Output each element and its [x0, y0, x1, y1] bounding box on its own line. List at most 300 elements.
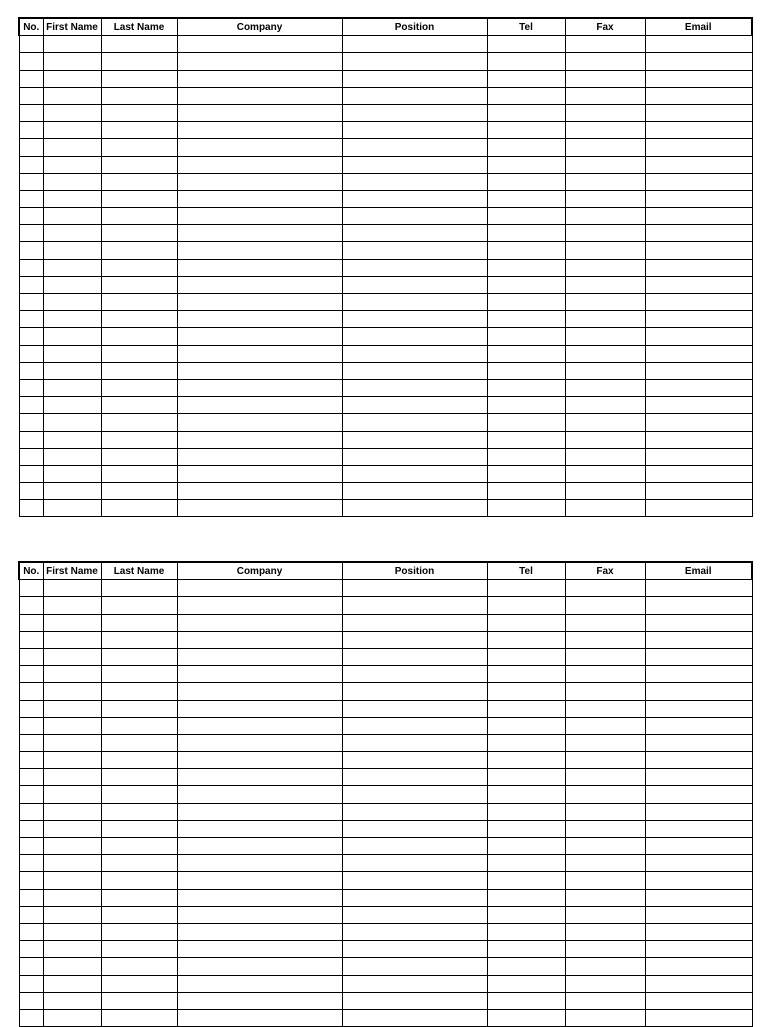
cell-company: [177, 208, 342, 225]
cell-tel: [487, 500, 565, 517]
cell-position: [342, 328, 487, 345]
cell-company: [177, 648, 342, 665]
cell-tel: [487, 276, 565, 293]
cell-tel: [487, 992, 565, 1009]
cell-no: [19, 752, 43, 769]
cell-tel: [487, 717, 565, 734]
cell-position: [342, 648, 487, 665]
cell-company: [177, 803, 342, 820]
column-header-tel: Tel: [487, 18, 565, 36]
cell-tel: [487, 70, 565, 87]
cell-position: [342, 734, 487, 751]
cell-position: [342, 53, 487, 70]
cell-last-name: [101, 500, 177, 517]
cell-first-name: [43, 208, 101, 225]
cell-no: [19, 769, 43, 786]
cell-company: [177, 700, 342, 717]
cell-position: [342, 803, 487, 820]
cell-email: [645, 666, 752, 683]
cell-first-name: [43, 53, 101, 70]
cell-first-name: [43, 414, 101, 431]
cell-tel: [487, 683, 565, 700]
column-header-no: No.: [19, 562, 43, 580]
cell-no: [19, 992, 43, 1009]
cell-no: [19, 648, 43, 665]
cell-last-name: [101, 580, 177, 597]
cell-fax: [565, 855, 645, 872]
cell-first-name: [43, 379, 101, 396]
cell-position: [342, 276, 487, 293]
cell-email: [645, 431, 752, 448]
cell-no: [19, 855, 43, 872]
cell-first-name: [43, 631, 101, 648]
cell-first-name: [43, 855, 101, 872]
cell-position: [342, 294, 487, 311]
table-row: [19, 190, 752, 207]
cell-company: [177, 597, 342, 614]
table-body: [19, 36, 752, 517]
cell-email: [645, 614, 752, 631]
cell-no: [19, 923, 43, 940]
cell-last-name: [101, 803, 177, 820]
cell-company: [177, 259, 342, 276]
cell-no: [19, 156, 43, 173]
cell-no: [19, 580, 43, 597]
cell-company: [177, 465, 342, 482]
cell-email: [645, 889, 752, 906]
cell-email: [645, 717, 752, 734]
cell-last-name: [101, 70, 177, 87]
cell-last-name: [101, 820, 177, 837]
cell-no: [19, 53, 43, 70]
cell-first-name: [43, 259, 101, 276]
cell-fax: [565, 328, 645, 345]
cell-tel: [487, 820, 565, 837]
cell-tel: [487, 294, 565, 311]
cell-no: [19, 104, 43, 121]
cell-email: [645, 465, 752, 482]
cell-fax: [565, 803, 645, 820]
cell-tel: [487, 414, 565, 431]
cell-first-name: [43, 820, 101, 837]
cell-no: [19, 379, 43, 396]
cell-email: [645, 190, 752, 207]
table-row: [19, 700, 752, 717]
cell-first-name: [43, 683, 101, 700]
cell-first-name: [43, 803, 101, 820]
cell-first-name: [43, 173, 101, 190]
cell-company: [177, 855, 342, 872]
cell-no: [19, 803, 43, 820]
cell-last-name: [101, 53, 177, 70]
cell-fax: [565, 190, 645, 207]
cell-company: [177, 87, 342, 104]
cell-first-name: [43, 717, 101, 734]
cell-last-name: [101, 734, 177, 751]
cell-company: [177, 36, 342, 53]
cell-company: [177, 70, 342, 87]
cell-first-name: [43, 889, 101, 906]
cell-fax: [565, 500, 645, 517]
cell-fax: [565, 683, 645, 700]
cell-email: [645, 500, 752, 517]
cell-last-name: [101, 345, 177, 362]
cell-fax: [565, 225, 645, 242]
cell-first-name: [43, 666, 101, 683]
cell-email: [645, 362, 752, 379]
table-row: [19, 906, 752, 923]
cell-last-name: [101, 173, 177, 190]
cell-fax: [565, 975, 645, 992]
cell-first-name: [43, 345, 101, 362]
cell-no: [19, 448, 43, 465]
table-row: [19, 500, 752, 517]
cell-email: [645, 70, 752, 87]
cell-no: [19, 631, 43, 648]
cell-position: [342, 345, 487, 362]
cell-email: [645, 975, 752, 992]
cell-email: [645, 631, 752, 648]
cell-last-name: [101, 700, 177, 717]
cell-email: [645, 53, 752, 70]
cell-fax: [565, 208, 645, 225]
cell-first-name: [43, 838, 101, 855]
cell-tel: [487, 328, 565, 345]
cell-no: [19, 431, 43, 448]
cell-last-name: [101, 242, 177, 259]
cell-tel: [487, 923, 565, 940]
cell-email: [645, 311, 752, 328]
column-header-fax: Fax: [565, 18, 645, 36]
table-row: [19, 87, 752, 104]
cell-tel: [487, 104, 565, 121]
cell-tel: [487, 208, 565, 225]
cell-first-name: [43, 975, 101, 992]
cell-email: [645, 786, 752, 803]
cell-first-name: [43, 225, 101, 242]
cell-position: [342, 717, 487, 734]
cell-tel: [487, 752, 565, 769]
cell-fax: [565, 580, 645, 597]
cell-fax: [565, 276, 645, 293]
cell-first-name: [43, 448, 101, 465]
cell-company: [177, 397, 342, 414]
table-row: [19, 328, 752, 345]
cell-first-name: [43, 397, 101, 414]
cell-fax: [565, 769, 645, 786]
cell-position: [342, 666, 487, 683]
cell-fax: [565, 397, 645, 414]
cell-company: [177, 156, 342, 173]
cell-tel: [487, 786, 565, 803]
cell-tel: [487, 311, 565, 328]
cell-no: [19, 328, 43, 345]
cell-fax: [565, 122, 645, 139]
cell-last-name: [101, 752, 177, 769]
cell-position: [342, 70, 487, 87]
table-row: [19, 156, 752, 173]
cell-email: [645, 483, 752, 500]
table-row: [19, 139, 752, 156]
cell-no: [19, 70, 43, 87]
cell-last-name: [101, 379, 177, 396]
cell-no: [19, 259, 43, 276]
cell-position: [342, 431, 487, 448]
cell-position: [342, 87, 487, 104]
cell-last-name: [101, 648, 177, 665]
column-header-fax: Fax: [565, 562, 645, 580]
column-header-last-name: Last Name: [101, 18, 177, 36]
cell-position: [342, 872, 487, 889]
cell-position: [342, 838, 487, 855]
cell-email: [645, 294, 752, 311]
cell-email: [645, 345, 752, 362]
cell-email: [645, 855, 752, 872]
cell-email: [645, 448, 752, 465]
cell-tel: [487, 597, 565, 614]
contact-table-2: [18, 561, 753, 1027]
cell-no: [19, 820, 43, 837]
cell-email: [645, 872, 752, 889]
cell-last-name: [101, 431, 177, 448]
table-row: [19, 225, 752, 242]
column-header-last-name: Last Name: [101, 562, 177, 580]
cell-fax: [565, 104, 645, 121]
cell-last-name: [101, 838, 177, 855]
cell-company: [177, 190, 342, 207]
cell-fax: [565, 872, 645, 889]
cell-first-name: [43, 614, 101, 631]
cell-company: [177, 941, 342, 958]
cell-first-name: [43, 36, 101, 53]
cell-no: [19, 717, 43, 734]
cell-company: [177, 923, 342, 940]
cell-first-name: [43, 156, 101, 173]
cell-position: [342, 889, 487, 906]
cell-last-name: [101, 465, 177, 482]
cell-last-name: [101, 36, 177, 53]
cell-position: [342, 259, 487, 276]
column-header-position: Position: [342, 562, 487, 580]
cell-email: [645, 958, 752, 975]
cell-tel: [487, 431, 565, 448]
cell-last-name: [101, 975, 177, 992]
table-row: [19, 838, 752, 855]
cell-company: [177, 294, 342, 311]
cell-last-name: [101, 139, 177, 156]
cell-email: [645, 648, 752, 665]
table-row: [19, 803, 752, 820]
table-row: [19, 397, 752, 414]
header-row: [19, 562, 752, 580]
table-row: [19, 975, 752, 992]
cell-fax: [565, 838, 645, 855]
cell-tel: [487, 906, 565, 923]
cell-no: [19, 36, 43, 53]
cell-no: [19, 838, 43, 855]
cell-email: [645, 597, 752, 614]
cell-last-name: [101, 872, 177, 889]
cell-tel: [487, 259, 565, 276]
cell-email: [645, 397, 752, 414]
cell-tel: [487, 53, 565, 70]
cell-email: [645, 700, 752, 717]
cell-no: [19, 483, 43, 500]
cell-email: [645, 208, 752, 225]
cell-first-name: [43, 190, 101, 207]
cell-fax: [565, 941, 645, 958]
cell-tel: [487, 379, 565, 396]
table-row: [19, 580, 752, 597]
cell-tel: [487, 838, 565, 855]
cell-position: [342, 173, 487, 190]
cell-no: [19, 975, 43, 992]
cell-no: [19, 190, 43, 207]
cell-tel: [487, 700, 565, 717]
cell-email: [645, 734, 752, 751]
cell-last-name: [101, 190, 177, 207]
cell-email: [645, 769, 752, 786]
column-header-first-name: First Name: [43, 562, 101, 580]
cell-tel: [487, 580, 565, 597]
cell-first-name: [43, 958, 101, 975]
cell-first-name: [43, 276, 101, 293]
cell-first-name: [43, 362, 101, 379]
cell-tel: [487, 139, 565, 156]
cell-tel: [487, 803, 565, 820]
cell-position: [342, 992, 487, 1009]
cell-email: [645, 276, 752, 293]
cell-first-name: [43, 70, 101, 87]
table-row: [19, 648, 752, 665]
cell-tel: [487, 855, 565, 872]
cell-no: [19, 122, 43, 139]
cell-no: [19, 87, 43, 104]
cell-first-name: [43, 294, 101, 311]
cell-position: [342, 923, 487, 940]
cell-email: [645, 156, 752, 173]
cell-first-name: [43, 786, 101, 803]
cell-no: [19, 362, 43, 379]
column-header-email: Email: [645, 18, 752, 36]
cell-company: [177, 786, 342, 803]
cell-last-name: [101, 104, 177, 121]
cell-fax: [565, 173, 645, 190]
cell-fax: [565, 820, 645, 837]
cell-position: [342, 906, 487, 923]
cell-tel: [487, 36, 565, 53]
column-header-company: Company: [177, 562, 342, 580]
cell-position: [342, 614, 487, 631]
cell-first-name: [43, 328, 101, 345]
cell-position: [342, 190, 487, 207]
cell-fax: [565, 294, 645, 311]
cell-no: [19, 614, 43, 631]
cell-company: [177, 328, 342, 345]
cell-position: [342, 122, 487, 139]
cell-no: [19, 311, 43, 328]
cell-company: [177, 345, 342, 362]
cell-no: [19, 225, 43, 242]
cell-fax: [565, 431, 645, 448]
cell-company: [177, 448, 342, 465]
cell-no: [19, 345, 43, 362]
cell-company: [177, 483, 342, 500]
cell-no: [19, 500, 43, 517]
cell-company: [177, 734, 342, 751]
cell-email: [645, 906, 752, 923]
cell-company: [177, 580, 342, 597]
cell-first-name: [43, 769, 101, 786]
cell-tel: [487, 362, 565, 379]
cell-last-name: [101, 769, 177, 786]
cell-company: [177, 173, 342, 190]
cell-fax: [565, 889, 645, 906]
cell-no: [19, 941, 43, 958]
cell-no: [19, 276, 43, 293]
cell-position: [342, 242, 487, 259]
cell-first-name: [43, 992, 101, 1009]
cell-first-name: [43, 87, 101, 104]
cell-company: [177, 122, 342, 139]
cell-tel: [487, 465, 565, 482]
cell-last-name: [101, 294, 177, 311]
cell-last-name: [101, 87, 177, 104]
cell-position: [342, 958, 487, 975]
table-row: [19, 923, 752, 940]
cell-first-name: [43, 500, 101, 517]
column-header-company: Company: [177, 18, 342, 36]
cell-last-name: [101, 855, 177, 872]
cell-position: [342, 397, 487, 414]
cell-first-name: [43, 483, 101, 500]
cell-company: [177, 820, 342, 837]
cell-first-name: [43, 465, 101, 482]
cell-position: [342, 975, 487, 992]
cell-tel: [487, 958, 565, 975]
cell-last-name: [101, 156, 177, 173]
cell-no: [19, 465, 43, 482]
table-row: [19, 362, 752, 379]
contact-table-1: [18, 17, 753, 517]
cell-last-name: [101, 614, 177, 631]
cell-fax: [565, 139, 645, 156]
cell-fax: [565, 700, 645, 717]
cell-no: [19, 173, 43, 190]
cell-no: [19, 242, 43, 259]
table-row: [19, 683, 752, 700]
cell-no: [19, 958, 43, 975]
cell-fax: [565, 36, 645, 53]
cell-company: [177, 414, 342, 431]
cell-no: [19, 294, 43, 311]
cell-last-name: [101, 906, 177, 923]
cell-tel: [487, 666, 565, 683]
cell-tel: [487, 122, 565, 139]
cell-tel: [487, 242, 565, 259]
cell-position: [342, 414, 487, 431]
cell-company: [177, 769, 342, 786]
table-row: [19, 992, 752, 1009]
table-row: [19, 276, 752, 293]
cell-position: [342, 700, 487, 717]
cell-tel: [487, 225, 565, 242]
table-row: [19, 448, 752, 465]
cell-first-name: [43, 752, 101, 769]
cell-email: [645, 414, 752, 431]
cell-first-name: [43, 104, 101, 121]
cell-no: [19, 597, 43, 614]
